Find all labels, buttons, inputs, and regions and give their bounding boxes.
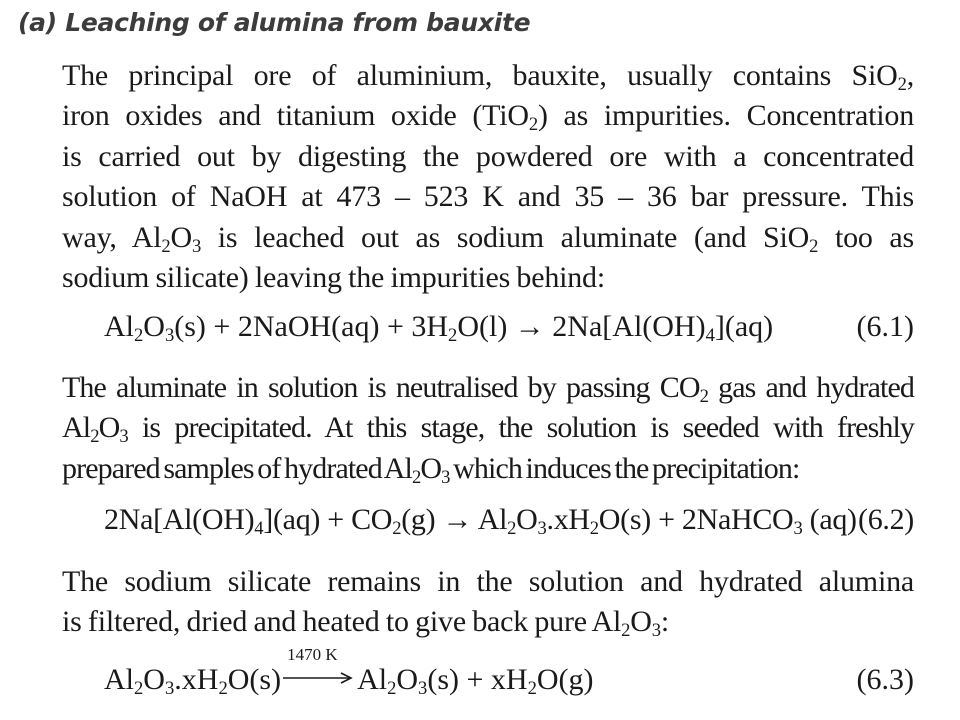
equation-6-3	[104, 645, 914, 700]
paragraph-filtration	[62, 562, 914, 643]
equation-6-1	[104, 310, 914, 347]
text-line: The principal ore of aluminium, bauxite, usually contains SiO$_2$,	[62, 59, 914, 96]
text-line: $Al_2O_3$ is precipitated. At this stage, the solution is seeded with freshly	[62, 411, 914, 448]
text-line: way, $Al_2O_3$ is leached out as sodium aluminate (and SiO$_2$ too as	[62, 220, 914, 257]
text-line: sodium silicate) leaving the impurities behind:	[62, 261, 605, 295]
equation-number: (6.2)	[858, 503, 914, 536]
equation-body: $Al_2O_3.xH_2O(s)$ 1470 K $Al_2O_3(s) + xH_2O(g)$	[104, 645, 594, 700]
equation-number: (6.3)	[856, 663, 914, 696]
text-line: The aluminate in solution is neutralised by passing $CO_2$ gas and hydrated	[62, 371, 914, 408]
text-line: prepared samples of hydrated $Al_2O_3$ which induces the precipitation:	[62, 451, 800, 489]
equation-body: $Al_2O_3(s)$ + 2NaOH(aq) + $3H_2O(l) \to 2Na[Al(OH)_4](aq)$	[104, 310, 774, 347]
equation-body: $2Na[Al(OH)_4](aq) + CO_2(g) \to Al_2O_3.xH_2O(s)$ + 2NaHCO$_3$ (aq)	[104, 503, 857, 540]
reaction-condition: 1470 K	[287, 645, 338, 664]
text-line: iron oxides and titanium oxide (TiO$_2$) as impurities. Concentration	[62, 99, 914, 136]
section-heading: (a) Leaching of alumina from bauxite	[18, 8, 531, 37]
paragraph-bauxite-intro	[62, 56, 914, 298]
text-line: The sodium silicate remains in the solution and hydrated alumina	[62, 565, 914, 598]
reaction-arrow-icon	[283, 645, 355, 687]
equation-number: (6.1)	[856, 310, 914, 343]
text-line: is filtered, dried and heated to give back pure $Al_2O_3$:	[62, 605, 669, 642]
paragraph-neutralisation	[62, 368, 914, 489]
text-line: is carried out by digesting the powdered ore with a concentrated	[62, 139, 914, 173]
text-line: solution of NaOH at 473 – 523 K and 35 – 36 bar pressure. This	[62, 180, 914, 214]
equation-6-2	[104, 503, 914, 540]
